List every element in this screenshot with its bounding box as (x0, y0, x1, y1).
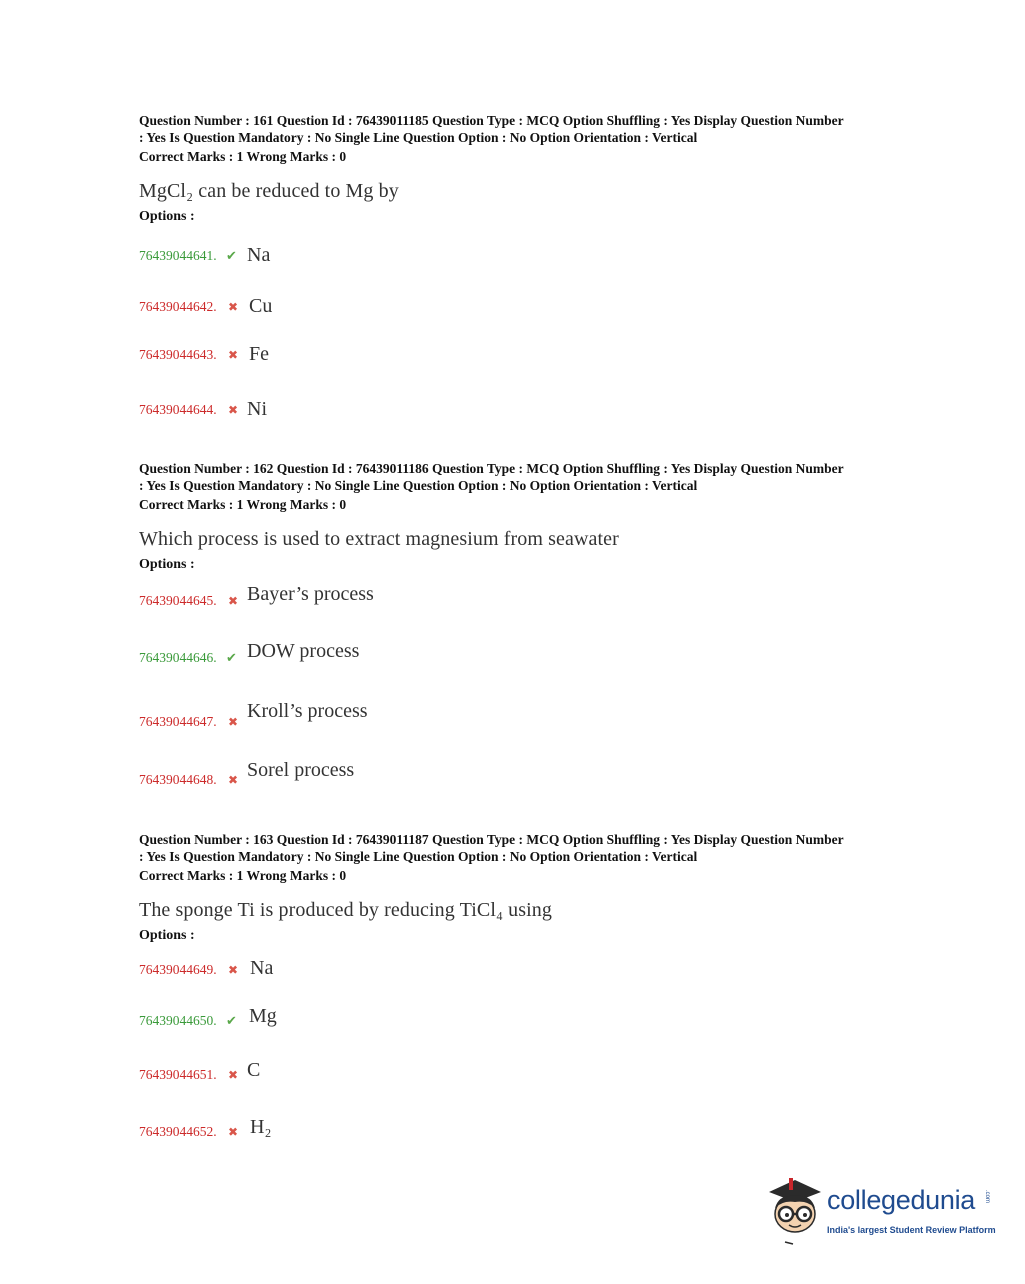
question-meta-line1: Question Number : 162 Question Id : 76439011186 Question Type : MCQ Option Shuffling : Yes Display Question Number (139, 461, 844, 476)
brand-domain: .com (984, 1190, 990, 1204)
option-text: Ni (247, 397, 267, 420)
question-marks: Correct Marks : 1 Wrong Marks : 0 (139, 868, 347, 883)
brand-logo (765, 1176, 995, 1246)
question-163 (139, 832, 909, 1140)
cross-icon: ✖ (228, 772, 239, 787)
option-id: 76439044644. (139, 401, 217, 417)
cross-icon: ✖ (228, 402, 239, 417)
option-text: Mg (249, 1004, 277, 1027)
question-meta-line2: : Yes Is Question Mandatory : No Single Line Question Option : No Option Orientation : Vertical (139, 129, 698, 145)
question-meta-line2: : Yes Is Question Mandatory : No Single Line Question Option : No Option Orientation : Vertical (139, 477, 698, 493)
option-text: C (247, 1058, 261, 1081)
option-id: 76439044650. (139, 1012, 217, 1028)
option-text: DOW process (247, 639, 360, 662)
option-id: 76439044646. (139, 649, 217, 665)
brand-name: collegedunia (827, 1185, 976, 1215)
option-text: Fe (249, 342, 269, 365)
question-meta (139, 113, 909, 146)
check-icon: ✔ (226, 649, 237, 665)
cross-icon: ✖ (228, 1067, 239, 1082)
cross-icon: ✖ (228, 593, 239, 608)
option-id: 76439044652. (139, 1123, 217, 1139)
brand-tagline: India's largest Student Review Platform (827, 1225, 996, 1235)
option-text: Kroll’s process (247, 699, 368, 722)
check-icon: ✔ (226, 1012, 237, 1028)
option-id: 76439044651. (139, 1066, 217, 1082)
option-item (139, 1115, 909, 1140)
question-marks: Correct Marks : 1 Wrong Marks : 0 (139, 497, 347, 512)
options-label: Options : (139, 927, 195, 943)
option-item (139, 699, 909, 730)
option-text: Bayer’s process (247, 582, 374, 605)
question-meta-line2: : Yes Is Question Mandatory : No Single Line Question Option : No Option Orientation : Vertical (139, 848, 698, 864)
question-meta-line1: Question Number : 161 Question Id : 76439011185 Question Type : MCQ Option Shuffling : Yes Display Question Number (139, 113, 844, 128)
question-162 (139, 461, 909, 788)
options-label: Options : (139, 556, 195, 572)
question-meta (139, 461, 909, 494)
option-id: 76439044647. (139, 713, 217, 729)
option-text: Sorel process (247, 758, 355, 781)
question-stem: MgCl₂ can be reduced to Mg by (139, 179, 399, 202)
option-item (139, 639, 909, 666)
option-item (139, 1004, 909, 1029)
check-icon: ✔ (226, 247, 237, 263)
cross-icon: ✖ (228, 962, 239, 977)
mascot-icon (765, 1176, 825, 1246)
option-id: 76439044643. (139, 346, 217, 362)
option-id: 76439044641. (139, 247, 217, 263)
option-item (139, 958, 909, 978)
option-id: 76439044648. (139, 771, 217, 787)
option-id: 76439044642. (139, 298, 217, 314)
question-meta (139, 832, 909, 865)
option-id: 76439044645. (139, 592, 217, 608)
option-item (139, 758, 909, 788)
option-item (139, 343, 909, 363)
option-text: Na (247, 243, 271, 266)
option-text: Na (250, 956, 274, 979)
option-id: 76439044649. (139, 961, 217, 977)
option-item (139, 582, 909, 609)
option-item (139, 1058, 909, 1083)
question-meta-line1: Question Number : 163 Question Id : 76439011187 Question Type : MCQ Option Shuffling : Yes Display Question Number (139, 832, 844, 847)
option-item (139, 295, 909, 315)
option-text: H₂ (250, 1115, 272, 1138)
question-stem: The sponge Ti is produced by reducing TiCl₄ using (139, 898, 553, 921)
question-stem: Which process is used to extract magnesium from seawater (139, 527, 619, 550)
cross-icon: ✖ (228, 299, 239, 314)
cross-icon: ✖ (228, 347, 239, 362)
option-item (139, 244, 909, 264)
question-161 (139, 113, 909, 418)
cross-icon: ✖ (228, 714, 239, 729)
cross-icon: ✖ (228, 1124, 239, 1139)
question-marks: Correct Marks : 1 Wrong Marks : 0 (139, 149, 347, 164)
option-text: Cu (249, 294, 273, 317)
options-label: Options : (139, 208, 195, 224)
option-item (139, 398, 909, 418)
